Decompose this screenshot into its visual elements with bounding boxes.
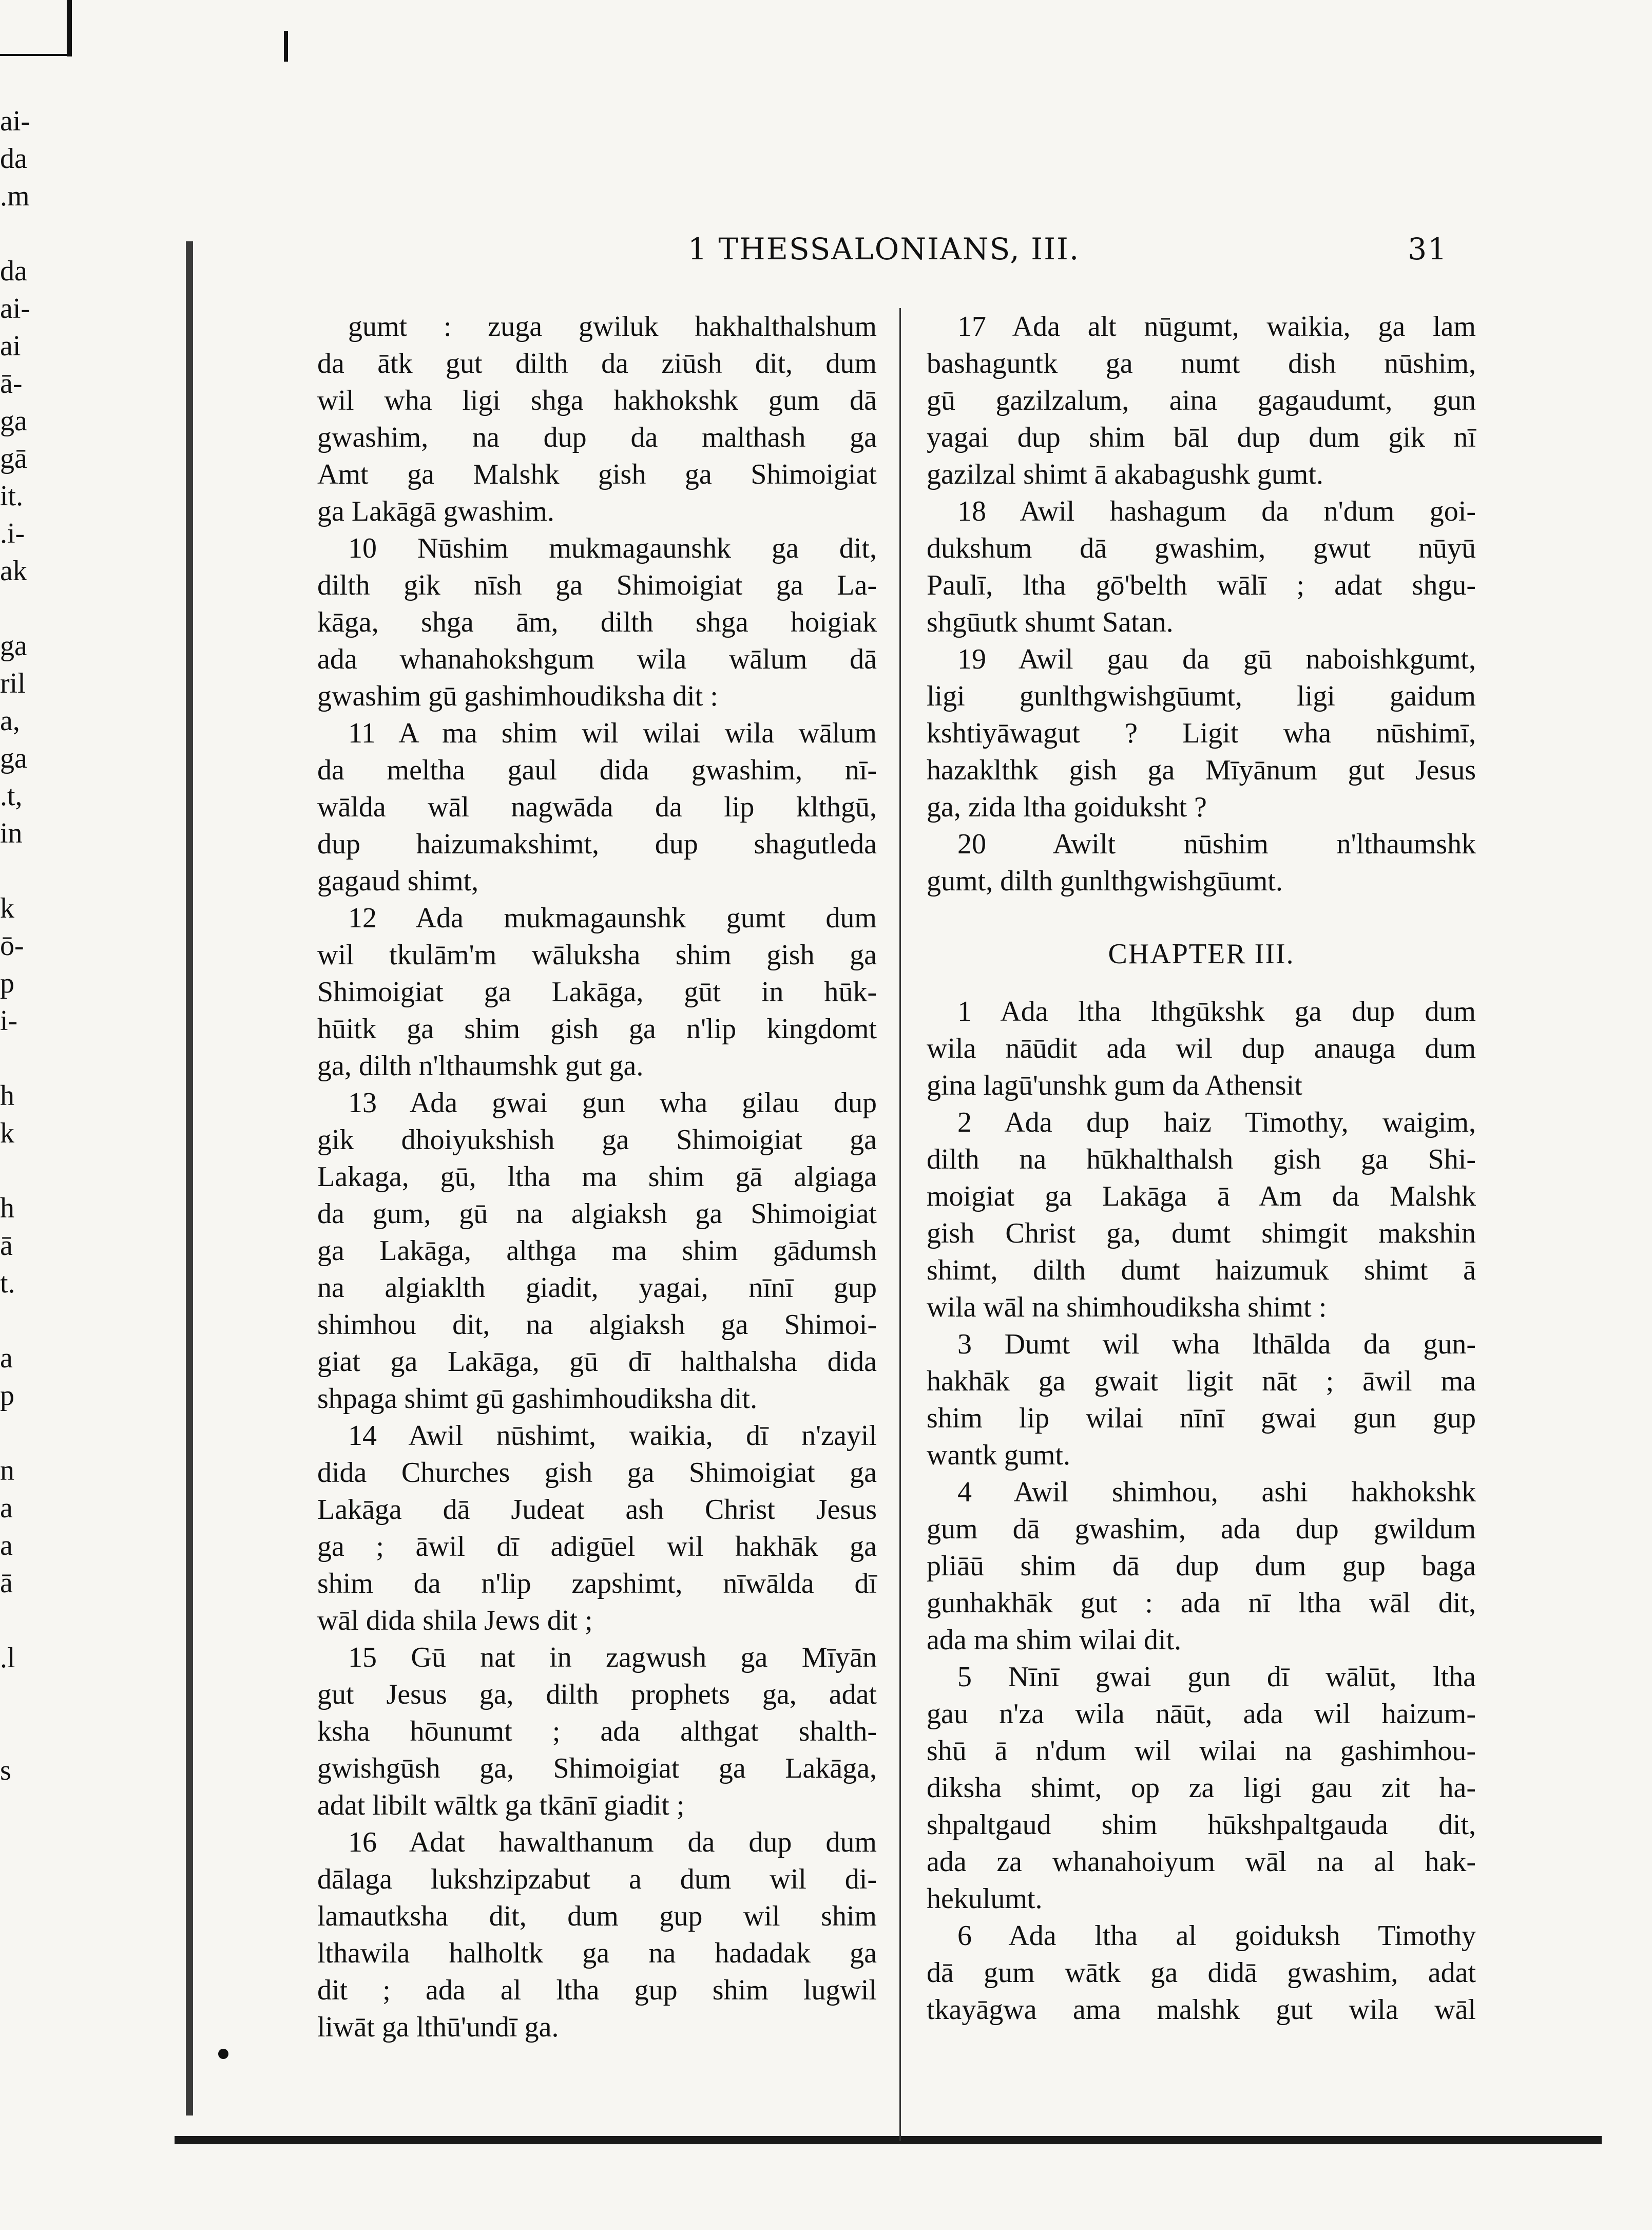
margin-fragment: k <box>0 1117 14 1149</box>
margin-fragment: ō- <box>0 930 24 962</box>
text-line: Lakaga, gū, ltha ma shim gā algiaga <box>317 1161 877 1193</box>
verse-paragraph <box>317 1084 877 1417</box>
margin-fragment: it. <box>0 480 24 512</box>
text-line: wālda wāl nagwāda da lip klthgū, <box>317 791 877 823</box>
verse-paragraph <box>317 1417 877 1639</box>
text-line: shim lip wilai nīnī gwai gun gup <box>927 1402 1476 1434</box>
text-line: ada ma shim wilai dit. <box>927 1624 1182 1656</box>
margin-fragment: a, <box>0 705 20 737</box>
margin-fragment: a <box>0 1342 13 1374</box>
text-line: ga, zida ltha goiduksht ? <box>927 791 1207 823</box>
text-line: gish Christ ga, dumt shimgit makshin <box>927 1217 1476 1249</box>
text-line: diksha shimt, op za ligi gau zit ha- <box>927 1772 1476 1804</box>
margin-fragment: s <box>0 1755 11 1786</box>
text-line: wil wha ligi shga hakhokshk gum dā <box>317 385 877 416</box>
text-line: hazaklthk gish ga Mīyānum gut Jesus <box>927 754 1476 786</box>
text-line: pliāū shim dā dup dum gup baga <box>927 1550 1476 1582</box>
text-line: moigiat ga Lakāga ā Am da Malshk <box>927 1180 1476 1212</box>
text-line: tkayāgwa ama malshk gut wila wāl <box>927 1994 1476 2026</box>
margin-fragment <box>0 1714 36 1752</box>
text-line: ga Lakāgā gwashim. <box>317 495 554 527</box>
margin-fragment: ai- <box>0 293 31 325</box>
text-line: 3 Dumt wil wha lthālda da gun- <box>957 1328 1476 1360</box>
margin-fragment <box>0 215 36 253</box>
text-line: gwishgūsh ga, Shimoigiat ga Lakāga, <box>317 1752 877 1784</box>
text-line: shpaga shimt gū gashimhoudiksha dit. <box>317 1383 758 1415</box>
margin-fragment: a <box>0 1530 13 1561</box>
text-line: 2 Ada dup haiz Timothy, waigim, <box>957 1107 1476 1138</box>
margin-fragment: h <box>0 1192 14 1224</box>
text-line: da meltha gaul dida gwashim, nī- <box>317 754 877 786</box>
text-line: shū ā n'dum wil wilai na gashimhou- <box>927 1735 1476 1767</box>
text-line: dukshum dā gwashim, gwut nūyū <box>927 532 1476 564</box>
margin-fragment: p <box>0 967 14 999</box>
text-line: 6 Ada ltha al goiduksh Timothy <box>957 1920 1476 1952</box>
verse-paragraph <box>927 308 1476 493</box>
text-line: giat ga Lakāga, gū dī halthalsha dida <box>317 1346 877 1378</box>
text-line: Shimoigiat ga Lakāga, gūt in hūk- <box>317 976 877 1008</box>
margin-fragment: ā <box>0 1230 13 1262</box>
margin-fragment <box>0 1152 36 1190</box>
column-divider <box>899 308 901 2141</box>
verse-paragraph <box>927 493 1476 641</box>
verse-paragraph <box>317 900 877 1084</box>
text-line: gumt, dilth gunlthgwishgūumt. <box>927 865 1283 897</box>
verse-paragraph <box>317 715 877 900</box>
text-line: ada whanahokshgum wila wālum dā <box>317 643 877 675</box>
verse-paragraph <box>927 1104 1476 1326</box>
verse-paragraph <box>927 993 1476 1104</box>
margin-fragment: ga <box>0 405 27 437</box>
text-line: ga Lakāga, althga ma shim gādumsh <box>317 1235 877 1267</box>
scan-dot <box>218 2049 228 2059</box>
text-line: 4 Awil shimhou, ashi hakhokshk <box>957 1476 1476 1508</box>
text-line: wila nāūdit ada wil dup anauga dum <box>927 1033 1476 1064</box>
text-line: 10 Nūshim mukmagaunshk ga dit, <box>348 532 877 564</box>
text-line: dilth na hūkhalthalsh gish ga Shi- <box>927 1143 1476 1175</box>
margin-fragment: da <box>0 143 27 175</box>
text-line: shpaltgaud shim hūkshpaltgauda dit, <box>927 1809 1476 1841</box>
text-line: ada za whanahoiyum wāl na al hak- <box>927 1846 1476 1878</box>
text-line: 1 Ada ltha lthgūkshk ga dup dum <box>957 996 1476 1027</box>
bottom-edge-rule <box>175 2136 1602 2144</box>
text-line: na algiaklth giadit, yagai, nīnī gup <box>317 1272 877 1304</box>
margin-fragment <box>0 1302 36 1340</box>
margin-fragment: gā <box>0 443 27 474</box>
text-line: bashaguntk ga numt dish nūshim, <box>927 348 1476 379</box>
text-line: gazilzal shimt ā akabagushk gumt. <box>927 459 1323 490</box>
text-line: shimt, dilth dumt haizumuk shimt ā <box>927 1254 1476 1286</box>
left-column <box>317 308 877 2046</box>
adjacent-page-fragments <box>0 103 36 1789</box>
margin-fragment: n <box>0 1455 14 1486</box>
text-line: gū gazilzalum, aina gagaudumt, gun <box>927 385 1476 416</box>
text-line: gina lagū'unshk gum da Athensit <box>927 1070 1302 1101</box>
verse-paragraph <box>927 641 1476 826</box>
margin-fragment <box>0 1415 36 1452</box>
chapter-heading: CHAPTER III. <box>1108 938 1295 970</box>
text-line: da gum, gū na algiaksh ga Shimoigiat <box>317 1198 877 1230</box>
margin-fragment: p <box>0 1380 14 1412</box>
margin-fragment: ā- <box>0 368 23 399</box>
text-line: 13 Ada gwai gun wha gilau dup <box>348 1087 877 1119</box>
verse-paragraph <box>927 826 1476 900</box>
text-line: wila wāl na shimhoudiksha shimt : <box>927 1291 1327 1323</box>
text-line: dida Churches gish ga Shimoigiat ga <box>317 1457 877 1489</box>
margin-fragment: ai- <box>0 105 31 137</box>
verse-paragraph <box>927 1917 1476 2028</box>
text-line: gumt : zuga gwiluk hakhalthalshum <box>348 311 877 342</box>
text-line: Paulī, ltha gō'belth wālī ; adat shgu- <box>927 569 1476 601</box>
right-column-top <box>927 308 1476 900</box>
text-line: gwashim, na dup da malthash ga <box>317 422 877 453</box>
text-line: gik dhoiyukshish ga Shimoigiat ga <box>317 1124 877 1156</box>
binding-spine <box>186 241 193 2115</box>
page-title: 1 THESSALONIANS, III. <box>688 232 1080 266</box>
verse-paragraph <box>317 530 877 715</box>
text-line: wil tkulām'm wāluksha shim gish ga <box>317 939 877 971</box>
margin-fragment: ril <box>0 668 26 699</box>
margin-fragment: .i- <box>0 518 25 549</box>
text-line: Amt ga Malshk gish ga Shimoigiat <box>317 459 877 490</box>
scan-mark <box>284 31 288 62</box>
text-line: ga ; āwil dī adigūel wil hakhāk ga <box>317 1531 877 1562</box>
text-line: lthawila halholtk ga na hadadak ga <box>317 1937 877 1969</box>
text-line: hekulumt. <box>927 1883 1043 1915</box>
text-line: 5 Nīnī gwai gun dī wālūt, ltha <box>957 1661 1476 1693</box>
text-line: shgūutk shumt Satan. <box>927 606 1174 638</box>
margin-fragment <box>0 1677 36 1714</box>
margin-fragment: ai <box>0 330 21 362</box>
margin-fragment: .m <box>0 180 30 212</box>
text-line: da ātk gut dilth da ziūsh dit, dum <box>317 348 877 379</box>
margin-fragment: k <box>0 892 14 924</box>
text-line: gunhakhāk gut : ada nī ltha wāl dit, <box>927 1587 1476 1619</box>
margin-fragment: in <box>0 817 23 849</box>
text-line: yagai dup shim bāl dup dum gik nī <box>927 422 1476 453</box>
verse-paragraph <box>317 1639 877 1824</box>
margin-fragment: t. <box>0 1267 15 1299</box>
text-line: adat libilt wāltk ga tkānī giadit ; <box>317 1789 685 1821</box>
text-line: 14 Awil nūshimt, waikia, dī n'zayil <box>348 1420 877 1452</box>
right-column <box>927 308 1476 2028</box>
verse-paragraph <box>317 308 877 530</box>
text-line: kāga, shga ām, dilth shga hoigiak <box>317 606 877 638</box>
text-line: hūitk ga shim gish ga n'lip kingdomt <box>317 1013 877 1045</box>
margin-fragment: da <box>0 255 27 287</box>
scan-mark <box>67 0 72 56</box>
margin-fragment <box>0 1602 36 1640</box>
text-line: 12 Ada mukmagaunshk gumt dum <box>348 902 877 934</box>
margin-fragment: ga <box>0 742 27 774</box>
text-line: 19 Awil gau da gū naboishkgumt, <box>957 643 1476 675</box>
margin-fragment <box>0 1040 36 1077</box>
verse-paragraph <box>927 1474 1476 1659</box>
margin-fragment: h <box>0 1080 14 1112</box>
text-line: 17 Ada alt nūgumt, waikia, ga lam <box>957 311 1476 342</box>
text-line: shim da n'lip zapshimt, nīwālda dī <box>317 1568 877 1599</box>
text-line: ligi gunlthgwishgūumt, ligi gaidum <box>927 680 1476 712</box>
text-line: dup haizumakshimt, dup shagutleda <box>317 828 877 860</box>
margin-fragment: a <box>0 1492 13 1524</box>
text-line: wāl dida shila Jews dit ; <box>317 1605 593 1636</box>
text-line: wantk gumt. <box>927 1439 1070 1471</box>
running-header <box>308 228 1448 270</box>
verse-paragraph <box>927 1326 1476 1474</box>
margin-fragment: ā <box>0 1567 13 1599</box>
text-line: lamautksha dit, dum gup wil shim <box>317 1900 877 1932</box>
text-line: ksha hōunumt ; ada althgat shalth- <box>317 1716 877 1747</box>
margin-fragment: .l <box>0 1642 15 1674</box>
text-line: gwashim gū gashimhoudiksha dit : <box>317 680 718 712</box>
text-line: 15 Gū nat in zagwush ga Mīyān <box>348 1642 877 1673</box>
text-line: dit ; ada al ltha gup shim lugwil <box>317 1974 877 2006</box>
text-line: 11 A ma shim wil wilai wila wālum <box>348 717 877 749</box>
text-line: liwāt ga lthū'undī ga. <box>317 2011 559 2043</box>
text-line: Lakāga dā Judeat ash Christ Jesus <box>317 1494 877 1526</box>
margin-fragment: i- <box>0 1005 18 1037</box>
margin-fragment <box>0 852 36 890</box>
text-line: ga, dilth n'lthaumshk gut ga. <box>317 1050 644 1082</box>
text-line: dilth gik nīsh ga Shimoigiat ga La- <box>317 569 877 601</box>
text-line: kshtiyāwagut ? Ligit wha nūshimī, <box>927 717 1476 749</box>
text-line: 20 Awilt nūshim n'lthaumshk <box>957 828 1476 860</box>
verse-paragraph <box>927 1659 1476 1917</box>
text-line: gut Jesus ga, dilth prophets ga, adat <box>317 1679 877 1710</box>
text-line: hakhāk ga gwait ligit nāt ; āwil ma <box>927 1365 1476 1397</box>
right-column-bottom <box>927 993 1476 2028</box>
text-line: shimhou dit, na algiaksh ga Shimoi- <box>317 1309 877 1341</box>
scan-mark <box>0 54 72 56</box>
verse-paragraph <box>317 1824 877 2046</box>
margin-fragment: .t, <box>0 780 23 812</box>
text-line: gagaud shimt, <box>317 865 479 897</box>
page-number: 31 <box>1408 232 1448 266</box>
text-line: gum dā gwashim, ada dup gwildum <box>927 1513 1476 1545</box>
text-line: 18 Awil hashagum da n'dum goi- <box>957 495 1476 527</box>
text-line: 16 Adat hawalthanum da dup dum <box>348 1826 877 1858</box>
margin-fragment: ga <box>0 630 27 662</box>
text-line: dālaga lukshzipzabut a dum wil di- <box>317 1863 877 1895</box>
margin-fragment <box>0 590 36 627</box>
text-line: dā gum wātk ga didā gwashim, adat <box>927 1957 1476 1989</box>
text-line: gau n'za wila nāūt, ada wil haizum- <box>927 1698 1476 1730</box>
margin-fragment: ak <box>0 555 27 587</box>
